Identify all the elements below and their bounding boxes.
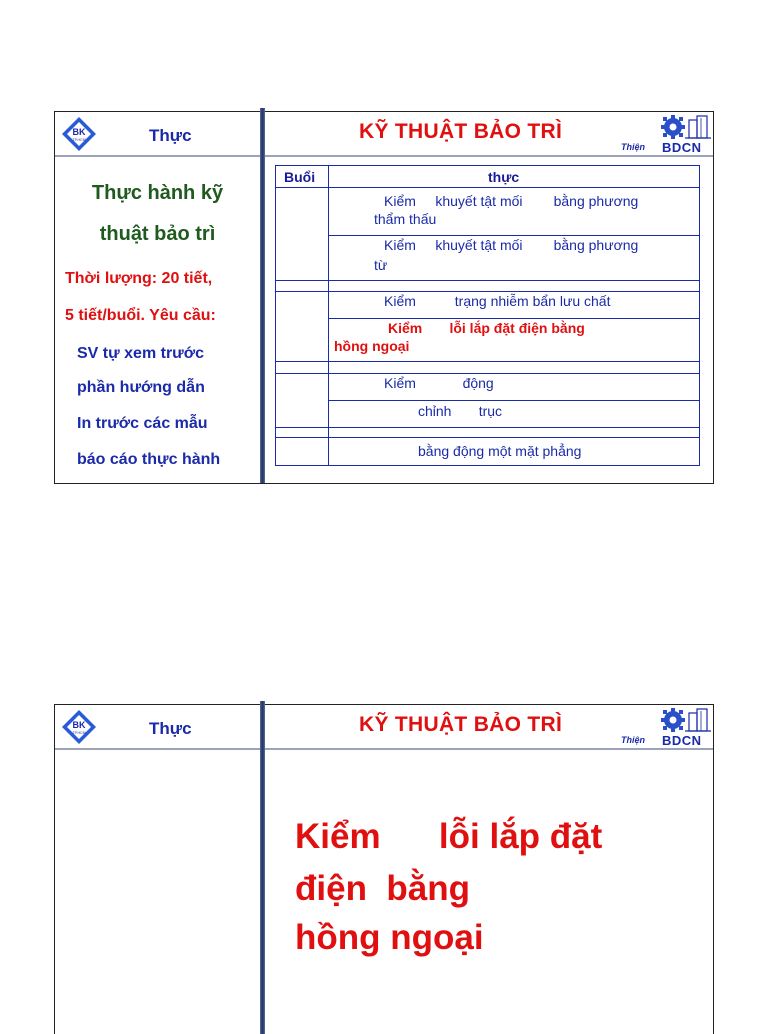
table-row-line: Kiểm động (384, 375, 494, 391)
requirement-item: SV tự xem trước (77, 345, 205, 362)
header-left-title: Thực (149, 719, 192, 738)
table-row-line: Kiểm khuyết tật mối bằng phương (384, 237, 639, 253)
table-header-content: thực (488, 169, 520, 185)
practice-heading-line1: Thực hành kỹ (91, 182, 224, 204)
table-row-divider (276, 280, 699, 281)
bk-logo-text: BK (72, 720, 86, 730)
table-row-line: chỉnh trục (418, 403, 503, 419)
bk-logo-subtext: TP.HCM (72, 731, 86, 735)
header-subtitle: Thiện (621, 735, 645, 745)
table-row-line: thẩm thấu (374, 211, 437, 227)
bk-university-logo (61, 709, 97, 745)
header-divider (55, 748, 713, 750)
bk-university-logo (61, 116, 97, 152)
vertical-divider-bar (260, 701, 265, 1034)
schedule-table (275, 165, 700, 466)
bdcn-logo-text: BDCN (662, 140, 702, 155)
table-column-divider (328, 166, 329, 465)
slide-1 (54, 111, 714, 484)
vertical-divider-bar (260, 108, 265, 483)
requirement-item: phần hướng dẫn (77, 379, 205, 396)
slide-2 (54, 704, 714, 1034)
topic-title-line3: hồng ngoại (295, 918, 484, 957)
table-row-line: Kiểm trạng nhiễm bẩn lưu chất (384, 293, 611, 309)
table-row-line: từ (374, 257, 388, 273)
table-row-highlight: hồng ngoại (334, 338, 410, 354)
table-header-session: Buổi (284, 169, 316, 185)
duration-line1: Thời lượng: 20 tiết, (65, 270, 213, 287)
practice-heading-line2: thuật bảo trì (99, 223, 216, 245)
table-row-divider (328, 400, 699, 401)
table-row-divider (276, 437, 699, 438)
table-row-line: bằng động một mặt phẳng (418, 443, 582, 459)
table-row-divider (276, 187, 699, 188)
table-row-divider (276, 361, 699, 362)
bk-logo-text: BK (72, 127, 86, 137)
slide-title: KỸ THUẬT BẢO TRÌ (359, 713, 563, 736)
slide-header (55, 112, 713, 156)
topic-title-line2: điện bằng (295, 869, 470, 908)
slide-title: KỸ THUẬT BẢO TRÌ (359, 120, 563, 143)
requirement-item: In trước các mẫu (77, 415, 208, 432)
table-row-divider (276, 427, 699, 428)
bk-logo-subtext: TP.HCM (72, 138, 86, 142)
header-subtitle: Thiện (621, 142, 645, 152)
header-left-title: Thực (149, 126, 192, 145)
requirement-item: báo cáo thực hành (77, 451, 221, 468)
bdcn-logo-text: BDCN (662, 733, 702, 748)
table-row-highlight: Kiểm lỗi lắp đặt điện bằng (388, 320, 585, 336)
duration-line2: 5 tiết/buổi. Yêu cầu: (65, 307, 216, 324)
slide-header (55, 705, 713, 749)
header-divider (55, 155, 713, 157)
table-row-line: Kiểm khuyết tật mối bằng phương (384, 193, 639, 209)
topic-title-line1: Kiểm lỗi lắp đặt (295, 817, 603, 856)
